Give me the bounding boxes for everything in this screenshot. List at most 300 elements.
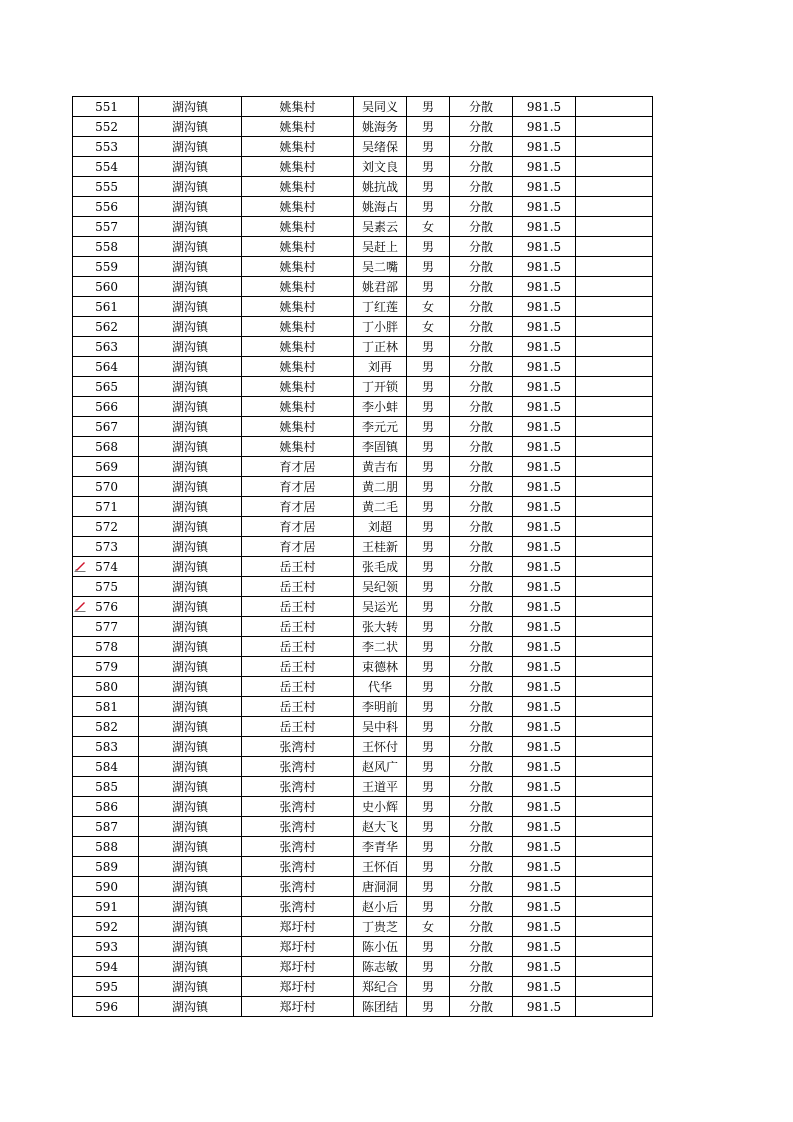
name-cell[interactable]: [354, 737, 407, 757]
village-cell[interactable]: [242, 717, 354, 737]
gender-cell[interactable]: [407, 657, 450, 677]
town-cell[interactable]: [139, 217, 242, 237]
row-number-cell[interactable]: [73, 977, 139, 997]
amount-cell[interactable]: [513, 597, 576, 617]
name-cell[interactable]: [354, 337, 407, 357]
gender-cell[interactable]: [407, 557, 450, 577]
name-cell[interactable]: [354, 997, 407, 1017]
row-number-cell[interactable]: [73, 497, 139, 517]
row-number-cell[interactable]: [73, 337, 139, 357]
support-type-cell[interactable]: [450, 937, 513, 957]
remarks-cell[interactable]: [576, 877, 653, 897]
remarks-cell[interactable]: [576, 717, 653, 737]
row-number-cell[interactable]: [73, 777, 139, 797]
amount-cell[interactable]: [513, 457, 576, 477]
name-cell[interactable]: [354, 957, 407, 977]
support-type-cell[interactable]: [450, 337, 513, 357]
amount-cell[interactable]: [513, 177, 576, 197]
support-type-cell[interactable]: [450, 577, 513, 597]
village-cell[interactable]: [242, 957, 354, 977]
support-type-cell[interactable]: [450, 897, 513, 917]
row-number-cell[interactable]: [73, 897, 139, 917]
name-cell[interactable]: [354, 537, 407, 557]
support-type-cell[interactable]: [450, 597, 513, 617]
name-cell[interactable]: [354, 977, 407, 997]
name-cell[interactable]: [354, 437, 407, 457]
amount-cell[interactable]: [513, 157, 576, 177]
town-cell[interactable]: [139, 557, 242, 577]
support-type-cell[interactable]: [450, 177, 513, 197]
village-cell[interactable]: [242, 617, 354, 637]
town-cell[interactable]: [139, 317, 242, 337]
town-cell[interactable]: [139, 717, 242, 737]
village-cell[interactable]: [242, 397, 354, 417]
name-cell[interactable]: [354, 157, 407, 177]
village-cell[interactable]: [242, 457, 354, 477]
name-cell[interactable]: [354, 197, 407, 217]
village-cell[interactable]: [242, 537, 354, 557]
village-cell[interactable]: [242, 277, 354, 297]
support-type-cell[interactable]: [450, 797, 513, 817]
gender-cell[interactable]: [407, 137, 450, 157]
amount-cell[interactable]: [513, 837, 576, 857]
name-cell[interactable]: [354, 837, 407, 857]
village-cell[interactable]: [242, 637, 354, 657]
row-number-cell[interactable]: [73, 457, 139, 477]
name-cell[interactable]: [354, 217, 407, 237]
remarks-cell[interactable]: [576, 697, 653, 717]
amount-cell[interactable]: [513, 937, 576, 957]
gender-cell[interactable]: [407, 477, 450, 497]
row-number-cell[interactable]: [73, 257, 139, 277]
amount-cell[interactable]: [513, 717, 576, 737]
village-cell[interactable]: [242, 737, 354, 757]
remarks-cell[interactable]: [576, 917, 653, 937]
name-cell[interactable]: [354, 637, 407, 657]
gender-cell[interactable]: [407, 217, 450, 237]
gender-cell[interactable]: [407, 817, 450, 837]
name-cell[interactable]: [354, 397, 407, 417]
support-type-cell[interactable]: [450, 317, 513, 337]
name-cell[interactable]: [354, 877, 407, 897]
town-cell[interactable]: [139, 977, 242, 997]
remarks-cell[interactable]: [576, 377, 653, 397]
gender-cell[interactable]: [407, 357, 450, 377]
gender-cell[interactable]: [407, 597, 450, 617]
row-number-cell[interactable]: [73, 817, 139, 837]
town-cell[interactable]: [139, 237, 242, 257]
town-cell[interactable]: [139, 477, 242, 497]
town-cell[interactable]: [139, 437, 242, 457]
name-cell[interactable]: [354, 177, 407, 197]
support-type-cell[interactable]: [450, 817, 513, 837]
amount-cell[interactable]: [513, 657, 576, 677]
village-cell[interactable]: [242, 797, 354, 817]
name-cell[interactable]: [354, 117, 407, 137]
gender-cell[interactable]: [407, 197, 450, 217]
comment-pencil-icon[interactable]: [74, 560, 86, 572]
row-number-cell[interactable]: [73, 537, 139, 557]
gender-cell[interactable]: [407, 97, 450, 117]
village-cell[interactable]: [242, 937, 354, 957]
support-type-cell[interactable]: [450, 137, 513, 157]
village-cell[interactable]: [242, 217, 354, 237]
village-cell[interactable]: [242, 777, 354, 797]
name-cell[interactable]: [354, 457, 407, 477]
remarks-cell[interactable]: [576, 677, 653, 697]
support-type-cell[interactable]: [450, 217, 513, 237]
support-type-cell[interactable]: [450, 877, 513, 897]
remarks-cell[interactable]: [576, 577, 653, 597]
town-cell[interactable]: [139, 177, 242, 197]
support-type-cell[interactable]: [450, 957, 513, 977]
village-cell[interactable]: [242, 837, 354, 857]
row-number-cell[interactable]: [73, 797, 139, 817]
row-number-cell[interactable]: [73, 277, 139, 297]
name-cell[interactable]: [354, 697, 407, 717]
town-cell[interactable]: [139, 597, 242, 617]
amount-cell[interactable]: [513, 637, 576, 657]
support-type-cell[interactable]: [450, 757, 513, 777]
name-cell[interactable]: [354, 817, 407, 837]
amount-cell[interactable]: [513, 357, 576, 377]
gender-cell[interactable]: [407, 637, 450, 657]
remarks-cell[interactable]: [576, 517, 653, 537]
row-number-cell[interactable]: [73, 577, 139, 597]
remarks-cell[interactable]: [576, 157, 653, 177]
row-number-cell[interactable]: [73, 157, 139, 177]
support-type-cell[interactable]: [450, 557, 513, 577]
name-cell[interactable]: [354, 417, 407, 437]
town-cell[interactable]: [139, 637, 242, 657]
village-cell[interactable]: [242, 577, 354, 597]
amount-cell[interactable]: [513, 377, 576, 397]
gender-cell[interactable]: [407, 777, 450, 797]
amount-cell[interactable]: [513, 517, 576, 537]
support-type-cell[interactable]: [450, 437, 513, 457]
village-cell[interactable]: [242, 657, 354, 677]
remarks-cell[interactable]: [576, 817, 653, 837]
amount-cell[interactable]: [513, 197, 576, 217]
name-cell[interactable]: [354, 597, 407, 617]
amount-cell[interactable]: [513, 137, 576, 157]
row-number-cell[interactable]: [73, 217, 139, 237]
row-number-cell[interactable]: [73, 97, 139, 117]
gender-cell[interactable]: [407, 177, 450, 197]
amount-cell[interactable]: [513, 117, 576, 137]
support-type-cell[interactable]: [450, 357, 513, 377]
row-number-cell[interactable]: [73, 397, 139, 417]
support-type-cell[interactable]: [450, 497, 513, 517]
row-number-cell[interactable]: [73, 117, 139, 137]
amount-cell[interactable]: [513, 237, 576, 257]
town-cell[interactable]: [139, 997, 242, 1017]
town-cell[interactable]: [139, 397, 242, 417]
gender-cell[interactable]: [407, 537, 450, 557]
remarks-cell[interactable]: [576, 777, 653, 797]
remarks-cell[interactable]: [576, 117, 653, 137]
name-cell[interactable]: [354, 377, 407, 397]
row-number-cell[interactable]: [73, 877, 139, 897]
row-number-cell[interactable]: [73, 197, 139, 217]
support-type-cell[interactable]: [450, 717, 513, 737]
name-cell[interactable]: [354, 317, 407, 337]
town-cell[interactable]: [139, 797, 242, 817]
village-cell[interactable]: [242, 437, 354, 457]
remarks-cell[interactable]: [576, 657, 653, 677]
row-number-cell[interactable]: [73, 637, 139, 657]
village-cell[interactable]: [242, 557, 354, 577]
support-type-cell[interactable]: [450, 197, 513, 217]
row-number-cell[interactable]: [73, 717, 139, 737]
amount-cell[interactable]: [513, 437, 576, 457]
row-number-cell[interactable]: [73, 837, 139, 857]
gender-cell[interactable]: [407, 717, 450, 737]
village-cell[interactable]: [242, 877, 354, 897]
gender-cell[interactable]: [407, 617, 450, 637]
village-cell[interactable]: [242, 497, 354, 517]
row-number-cell[interactable]: [73, 937, 139, 957]
remarks-cell[interactable]: [576, 997, 653, 1017]
row-number-cell[interactable]: [73, 517, 139, 537]
name-cell[interactable]: [354, 357, 407, 377]
town-cell[interactable]: [139, 617, 242, 637]
town-cell[interactable]: [139, 657, 242, 677]
village-cell[interactable]: [242, 917, 354, 937]
remarks-cell[interactable]: [576, 137, 653, 157]
remarks-cell[interactable]: [576, 457, 653, 477]
row-number-cell[interactable]: [73, 437, 139, 457]
row-number-cell[interactable]: [73, 657, 139, 677]
support-type-cell[interactable]: [450, 697, 513, 717]
name-cell[interactable]: [354, 497, 407, 517]
village-cell[interactable]: [242, 337, 354, 357]
amount-cell[interactable]: [513, 777, 576, 797]
support-type-cell[interactable]: [450, 297, 513, 317]
town-cell[interactable]: [139, 197, 242, 217]
name-cell[interactable]: [354, 257, 407, 277]
row-number-cell[interactable]: [73, 237, 139, 257]
amount-cell[interactable]: [513, 737, 576, 757]
remarks-cell[interactable]: [576, 317, 653, 337]
remarks-cell[interactable]: [576, 937, 653, 957]
remarks-cell[interactable]: [576, 357, 653, 377]
gender-cell[interactable]: [407, 877, 450, 897]
village-cell[interactable]: [242, 377, 354, 397]
remarks-cell[interactable]: [576, 297, 653, 317]
remarks-cell[interactable]: [576, 737, 653, 757]
gender-cell[interactable]: [407, 417, 450, 437]
remarks-cell[interactable]: [576, 97, 653, 117]
remarks-cell[interactable]: [576, 897, 653, 917]
row-number-cell[interactable]: [73, 617, 139, 637]
town-cell[interactable]: [139, 577, 242, 597]
support-type-cell[interactable]: [450, 117, 513, 137]
name-cell[interactable]: [354, 237, 407, 257]
gender-cell[interactable]: [407, 457, 450, 477]
town-cell[interactable]: [139, 877, 242, 897]
amount-cell[interactable]: [513, 97, 576, 117]
village-cell[interactable]: [242, 817, 354, 837]
support-type-cell[interactable]: [450, 417, 513, 437]
town-cell[interactable]: [139, 897, 242, 917]
town-cell[interactable]: [139, 257, 242, 277]
village-cell[interactable]: [242, 97, 354, 117]
town-cell[interactable]: [139, 857, 242, 877]
town-cell[interactable]: [139, 937, 242, 957]
support-type-cell[interactable]: [450, 377, 513, 397]
remarks-cell[interactable]: [576, 477, 653, 497]
amount-cell[interactable]: [513, 917, 576, 937]
amount-cell[interactable]: [513, 397, 576, 417]
name-cell[interactable]: [354, 477, 407, 497]
remarks-cell[interactable]: [576, 797, 653, 817]
gender-cell[interactable]: [407, 297, 450, 317]
support-type-cell[interactable]: [450, 777, 513, 797]
name-cell[interactable]: [354, 657, 407, 677]
town-cell[interactable]: [139, 537, 242, 557]
remarks-cell[interactable]: [576, 617, 653, 637]
support-type-cell[interactable]: [450, 657, 513, 677]
village-cell[interactable]: [242, 597, 354, 617]
amount-cell[interactable]: [513, 577, 576, 597]
town-cell[interactable]: [139, 417, 242, 437]
name-cell[interactable]: [354, 297, 407, 317]
remarks-cell[interactable]: [576, 497, 653, 517]
village-cell[interactable]: [242, 257, 354, 277]
support-type-cell[interactable]: [450, 677, 513, 697]
amount-cell[interactable]: [513, 477, 576, 497]
town-cell[interactable]: [139, 357, 242, 377]
gender-cell[interactable]: [407, 677, 450, 697]
village-cell[interactable]: [242, 757, 354, 777]
remarks-cell[interactable]: [576, 557, 653, 577]
remarks-cell[interactable]: [576, 537, 653, 557]
support-type-cell[interactable]: [450, 97, 513, 117]
amount-cell[interactable]: [513, 617, 576, 637]
town-cell[interactable]: [139, 377, 242, 397]
gender-cell[interactable]: [407, 497, 450, 517]
row-number-cell[interactable]: [73, 477, 139, 497]
name-cell[interactable]: [354, 617, 407, 637]
remarks-cell[interactable]: [576, 237, 653, 257]
name-cell[interactable]: [354, 577, 407, 597]
town-cell[interactable]: [139, 457, 242, 477]
support-type-cell[interactable]: [450, 617, 513, 637]
gender-cell[interactable]: [407, 237, 450, 257]
row-number-cell[interactable]: [73, 737, 139, 757]
amount-cell[interactable]: [513, 277, 576, 297]
name-cell[interactable]: [354, 797, 407, 817]
support-type-cell[interactable]: [450, 257, 513, 277]
remarks-cell[interactable]: [576, 257, 653, 277]
gender-cell[interactable]: [407, 997, 450, 1017]
support-type-cell[interactable]: [450, 457, 513, 477]
name-cell[interactable]: [354, 777, 407, 797]
amount-cell[interactable]: [513, 337, 576, 357]
amount-cell[interactable]: [513, 977, 576, 997]
gender-cell[interactable]: [407, 157, 450, 177]
amount-cell[interactable]: [513, 697, 576, 717]
amount-cell[interactable]: [513, 557, 576, 577]
remarks-cell[interactable]: [576, 177, 653, 197]
village-cell[interactable]: [242, 317, 354, 337]
amount-cell[interactable]: [513, 217, 576, 237]
amount-cell[interactable]: [513, 857, 576, 877]
town-cell[interactable]: [139, 817, 242, 837]
row-number-cell[interactable]: [73, 137, 139, 157]
village-cell[interactable]: [242, 477, 354, 497]
village-cell[interactable]: [242, 177, 354, 197]
gender-cell[interactable]: [407, 897, 450, 917]
town-cell[interactable]: [139, 957, 242, 977]
name-cell[interactable]: [354, 717, 407, 737]
amount-cell[interactable]: [513, 257, 576, 277]
village-cell[interactable]: [242, 677, 354, 697]
town-cell[interactable]: [139, 677, 242, 697]
village-cell[interactable]: [242, 237, 354, 257]
town-cell[interactable]: [139, 157, 242, 177]
gender-cell[interactable]: [407, 697, 450, 717]
village-cell[interactable]: [242, 197, 354, 217]
comment-pencil-icon[interactable]: [74, 600, 86, 612]
town-cell[interactable]: [139, 837, 242, 857]
village-cell[interactable]: [242, 357, 354, 377]
town-cell[interactable]: [139, 917, 242, 937]
row-number-cell[interactable]: [73, 377, 139, 397]
support-type-cell[interactable]: [450, 397, 513, 417]
name-cell[interactable]: [354, 97, 407, 117]
amount-cell[interactable]: [513, 817, 576, 837]
amount-cell[interactable]: [513, 417, 576, 437]
row-number-cell[interactable]: [73, 597, 139, 617]
remarks-cell[interactable]: [576, 837, 653, 857]
amount-cell[interactable]: [513, 997, 576, 1017]
row-number-cell[interactable]: [73, 997, 139, 1017]
gender-cell[interactable]: [407, 797, 450, 817]
name-cell[interactable]: [354, 277, 407, 297]
village-cell[interactable]: [242, 697, 354, 717]
village-cell[interactable]: [242, 997, 354, 1017]
town-cell[interactable]: [139, 757, 242, 777]
support-type-cell[interactable]: [450, 917, 513, 937]
gender-cell[interactable]: [407, 117, 450, 137]
name-cell[interactable]: [354, 677, 407, 697]
name-cell[interactable]: [354, 857, 407, 877]
support-type-cell[interactable]: [450, 977, 513, 997]
support-type-cell[interactable]: [450, 157, 513, 177]
village-cell[interactable]: [242, 897, 354, 917]
row-number-cell[interactable]: [73, 177, 139, 197]
support-type-cell[interactable]: [450, 277, 513, 297]
row-number-cell[interactable]: [73, 697, 139, 717]
name-cell[interactable]: [354, 917, 407, 937]
town-cell[interactable]: [139, 337, 242, 357]
town-cell[interactable]: [139, 97, 242, 117]
remarks-cell[interactable]: [576, 397, 653, 417]
village-cell[interactable]: [242, 117, 354, 137]
gender-cell[interactable]: [407, 757, 450, 777]
gender-cell[interactable]: [407, 437, 450, 457]
gender-cell[interactable]: [407, 737, 450, 757]
name-cell[interactable]: [354, 137, 407, 157]
gender-cell[interactable]: [407, 377, 450, 397]
gender-cell[interactable]: [407, 257, 450, 277]
support-type-cell[interactable]: [450, 237, 513, 257]
row-number-cell[interactable]: [73, 417, 139, 437]
support-type-cell[interactable]: [450, 997, 513, 1017]
amount-cell[interactable]: [513, 537, 576, 557]
